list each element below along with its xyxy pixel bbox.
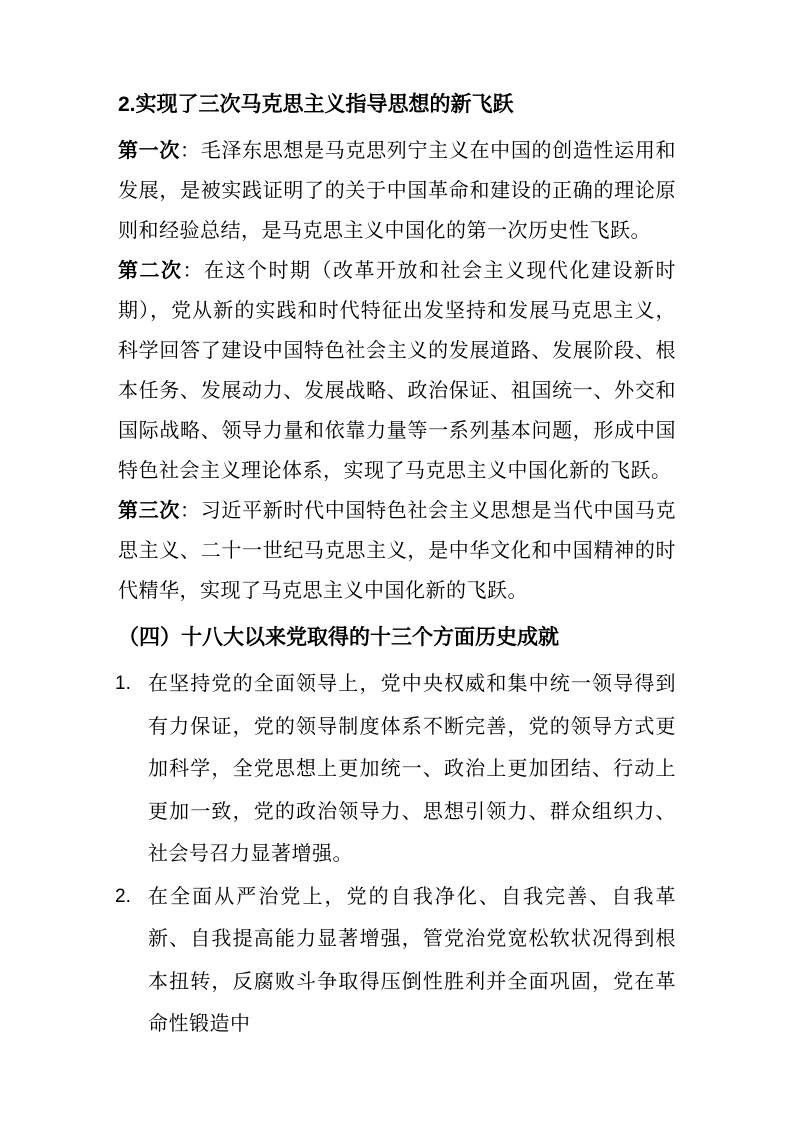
paragraph-first-separator: ： [180, 140, 201, 162]
list-item-1 [115, 663, 676, 876]
list-item-1-text: 在坚持党的全面领导上，党中央权威和集中统一领导得到有力保证，党的领导制度体系不断完善，党的领导方式更加科学，全党思想上更加统一、政治上更加团结、行动上更加一致，党的政治领导力、思想引领力、群众组织力、社会号召力显著增强。 [148, 673, 676, 865]
paragraph-first-leap [118, 131, 676, 251]
list-item-2-number: 2. [115, 885, 131, 907]
paragraph-third-separator: ： [180, 500, 201, 522]
section-heading: 2.实现了三次马克思主义指导思想的新飞跃 [118, 93, 514, 116]
subsection-heading: （四）十八大以来党取得的十三个方面历史成就 [118, 626, 559, 649]
paragraph-second-leap [118, 251, 676, 491]
list-item-2 [115, 876, 676, 1046]
paragraph-third-leap [118, 491, 676, 611]
list-item-1-number: 1. [115, 673, 131, 694]
paragraph-first-label: 第一次 [118, 140, 181, 162]
achievements-list [115, 663, 676, 1046]
paragraph-second-separator: ： [182, 260, 204, 282]
paragraph-second-label: 第二次 [118, 260, 183, 282]
paragraph-third-text: 习近平新时代中国特色社会主义思想是当代中国马克思主义、二十一世纪马克思主义，是中华文化和中国精神的时代精华，实现了马克思主义中国化新的飞跃。 [118, 500, 677, 602]
paragraph-third-label: 第三次 [118, 500, 181, 522]
paragraph-first-text: 毛泽东思想是马克思列宁主义在中国的创造性运用和发展，是被实践证明了的关于中国革命和建设的正确的理论原则和经验总结，是马克思主义中国化的第一次历史性飞跃。 [118, 140, 677, 242]
list-item-2-text: 在全面从严治党上，党的自我净化、自我完善、自我革新、自我提高能力显著增强，管党治党宽松软状况得到根本扭转，反腐败斗争取得压倒性胜利并全面巩固，党在革命性锻造中 [148, 885, 676, 1035]
paragraph-second-text: 在这个时期（改革开放和社会主义现代化建设新时期），党从新的实践和时代特征出发坚持和发展马克思主义，科学回答了建设中国特色社会主义的发展道路、发展阶段、根本任务、发展动力、发展战略、政治保证、祖国统一、外交和国际战略、领导力量和依靠力量等一系列基本问题，形成中国特色社会主义理论体系，实现了马克思主义中国化新的飞跃。 [118, 260, 676, 482]
